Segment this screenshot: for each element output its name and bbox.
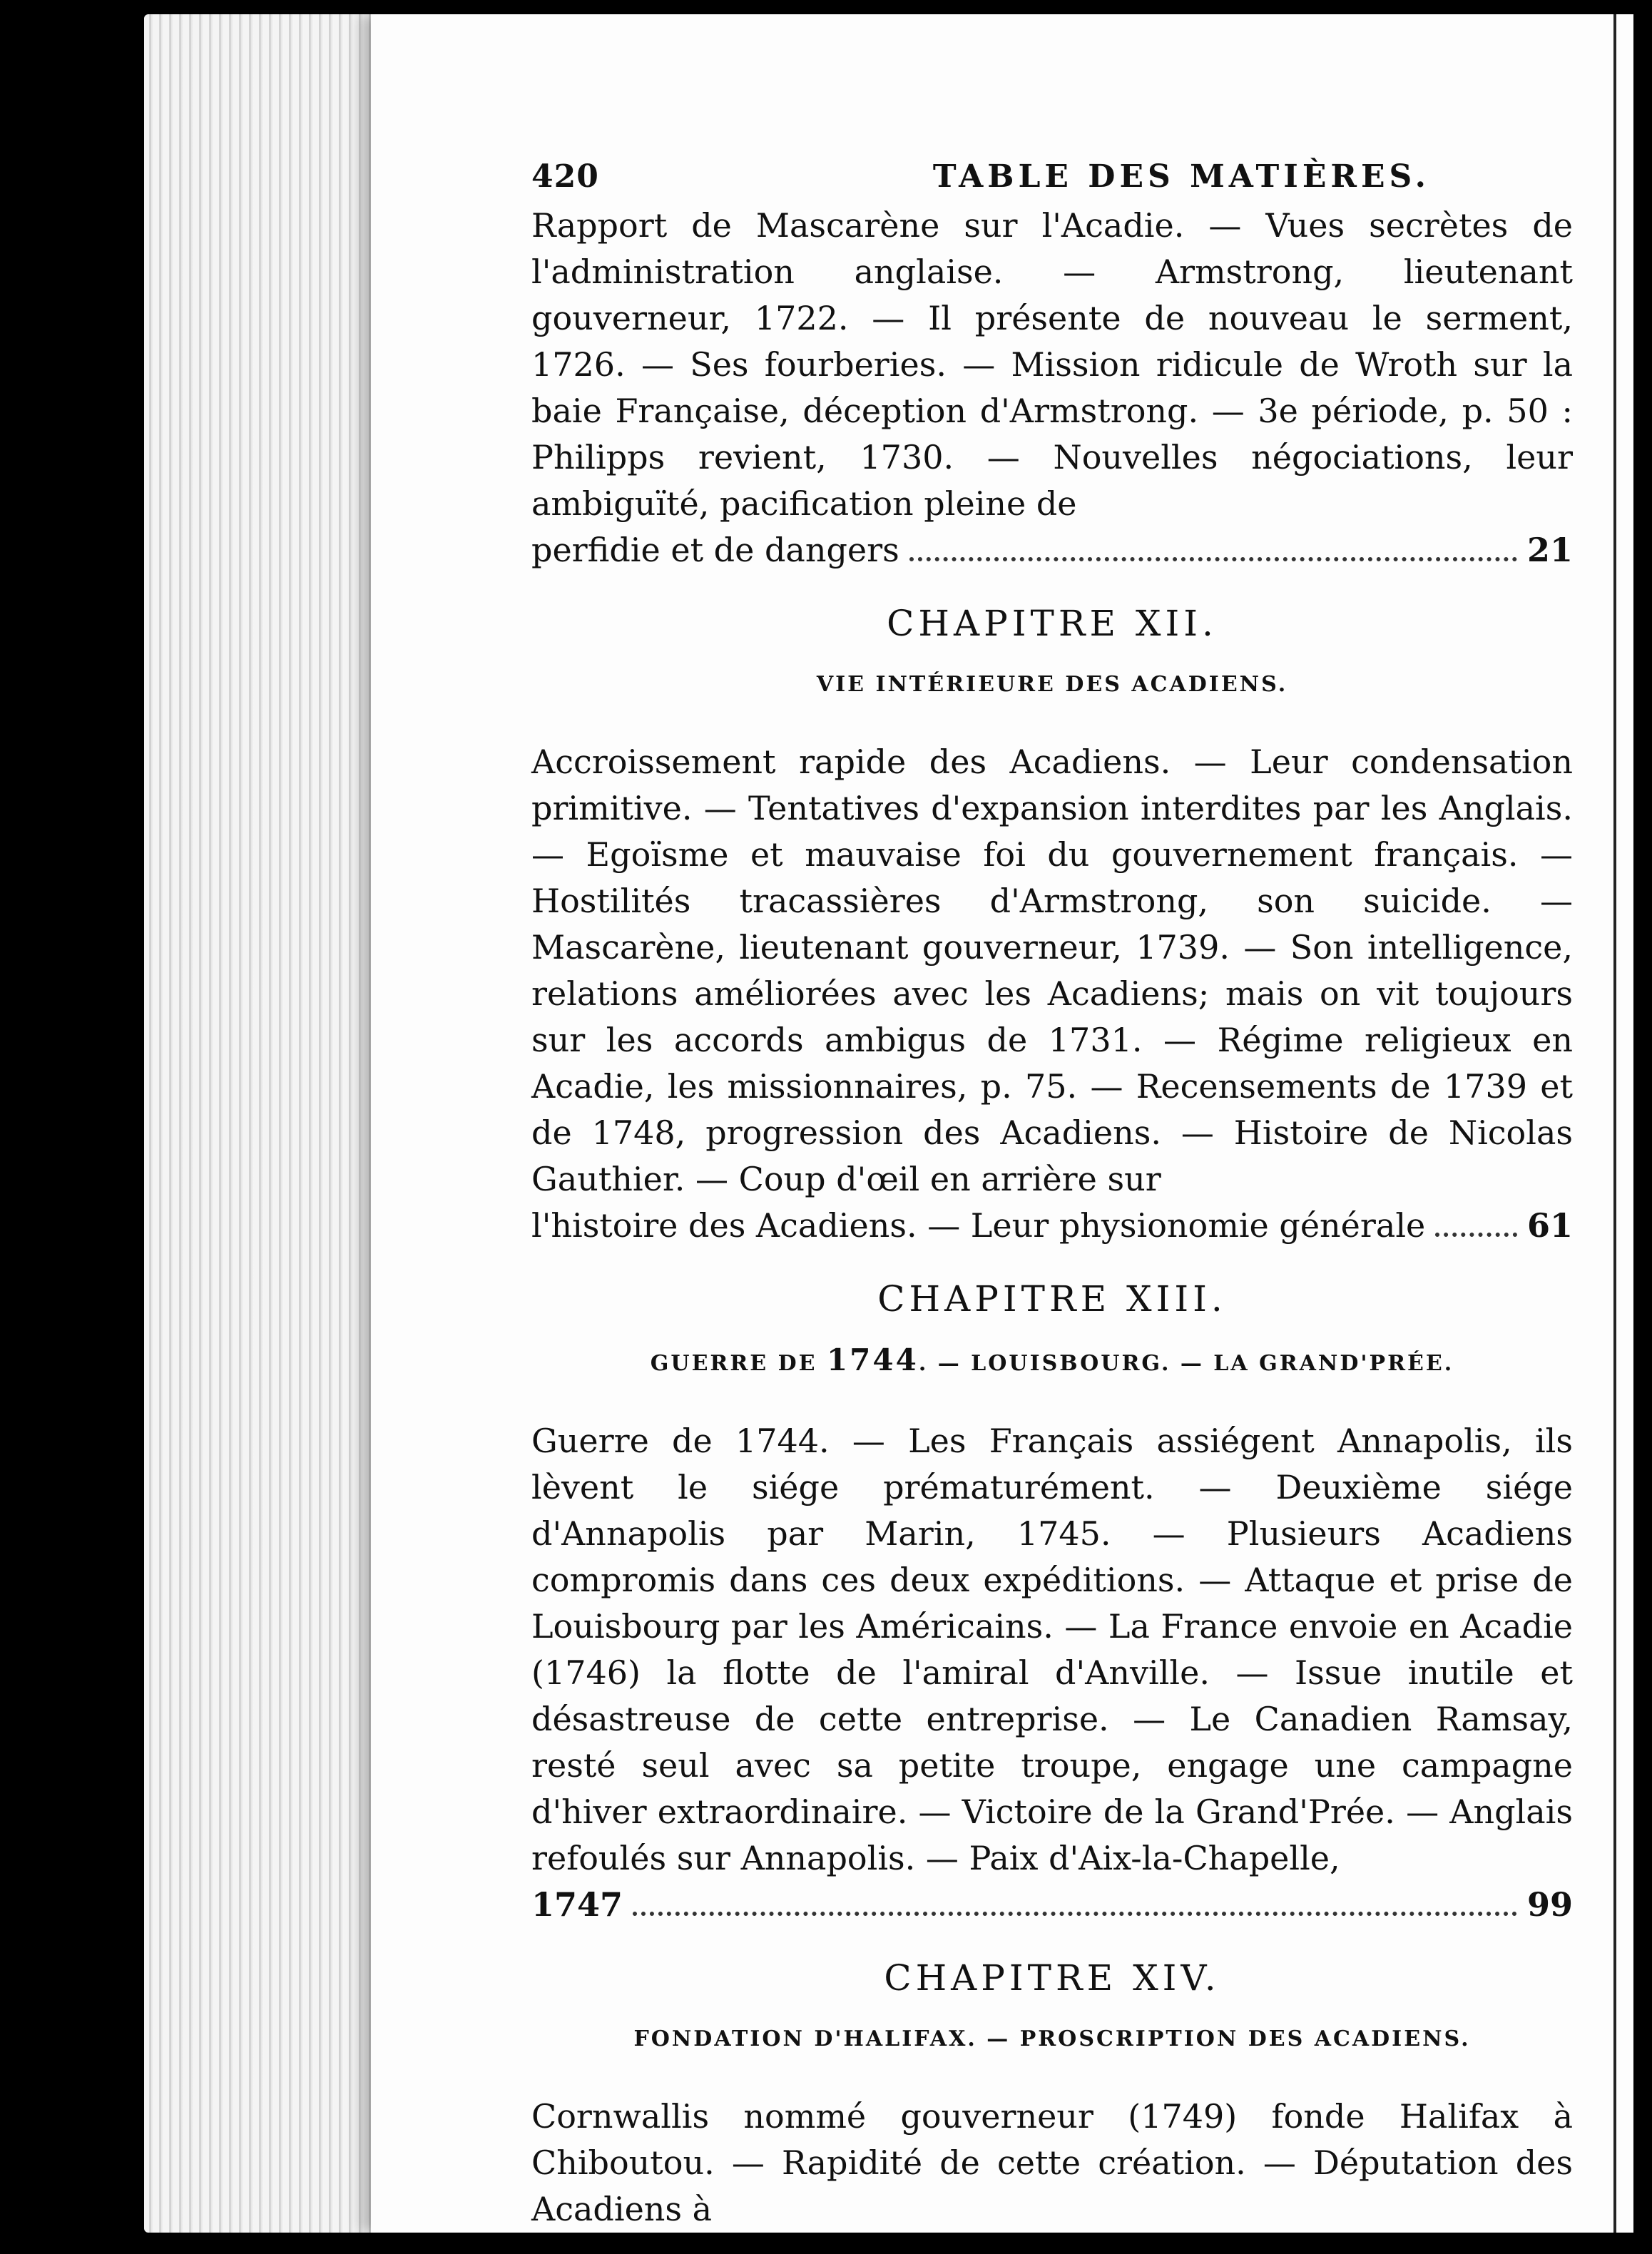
chapter-subtitle: FONDATION D'HALIFAX. — PROSCRIPTION DES ACADIENS.: [633, 2026, 1471, 2051]
page-ref: 61: [1526, 1206, 1573, 1245]
chapter-subtitle: GUERRE DE 1744. — LOUISBOURG. — LA GRAND'PRÉE.: [650, 1342, 1454, 1377]
page-content: [531, 153, 1573, 2233]
intro-entry-end: perfidie et de dangers 21: [531, 527, 1573, 573]
scan-edge-line: [1613, 14, 1616, 2233]
chapter-subtitle: VIE INTÉRIEURE DES ACADIENS.: [816, 672, 1288, 697]
dot-leader: [633, 1912, 1517, 1916]
running-head: [531, 153, 1573, 200]
chapter-heading: CHAPITRE XIV.: [884, 1957, 1220, 1999]
chapter-heading: CHAPITRE XII.: [887, 603, 1218, 644]
chapter-summary: Accroissement rapide des Acadiens. — Leur condensation primitive. — Tentatives d'expansion interdites par les Anglais. — Egoïsme et mauvaise foi du gouvernement français. — Hostilités tracassières d'Armstrong, son suicide. — Mascarène, lieutenant gouverneur, 1739. — Son intelligence, relations améliorées avec les Acadiens; mais on vit toujours sur les accords ambigus de 1731. — Régime religieux en Acadie, les missionnaires, p. 75. — Recensements de 1739 et de 1748, progression des Acadiens. — Histoire de Nicolas Gauthier. — Coup d'œil en arrière sur: [531, 743, 1573, 1198]
running-title: TABLE DES MATIÈRES.: [932, 158, 1430, 195]
dot-leader: [1435, 1233, 1517, 1237]
intro-entry: Rapport de Mascarène sur l'Acadie. — Vues secrètes de l'administration anglaise. — Armstrong, lieutenant gouverneur, 1722. — Il présente de nouveau le serment, 1726. — Ses fourberies. — Mission ridicule de Wroth sur la baie Française, déception d'Armstrong. — 3e période, p. 50 : Philipps revient, 1730. — Nouvelles négociations, leur ambiguïté, pacification pleine de: [531, 206, 1573, 523]
chapter-summary: Guerre de 1744. — Les Français assiégent Annapolis, ils lèvent le siége prématurément. — Deuxième siége d'Annapolis par Marin, 1745. — Plusieurs Acadiens compromis dans ces deux expéditions. — Attaque et prise de Louisbourg par les Américains. — La France envoie en Acadie (1746) la flotte de l'amiral d'Anville. — Issue inutile et désastreuse de cette entreprise. — Le Canadien Ramsay, resté seul avec sa petite troupe, engage une campagne d'hiver extraordinaire. — Victoire de la Grand'Prée. — Anglais refoulés sur Annapolis. — Paix d'Aix-la-Chapelle,: [531, 1422, 1573, 1877]
dot-leader: [909, 557, 1517, 561]
page-ref: 21: [1526, 531, 1573, 569]
chapter-summary-end: 1747 99: [531, 1882, 1573, 1928]
page-ref: 99: [1526, 1885, 1573, 1924]
chapter-summary: Cornwallis nommé gouverneur (1749) fonde Halifax à Chiboutou. — Rapidité de cette création. — Députation des Acadiens à: [531, 2097, 1573, 2228]
page-number: 420: [531, 158, 599, 195]
chapter-heading: CHAPITRE XIII.: [877, 1278, 1227, 1320]
chapter-summary-end: l'histoire des Acadiens. — Leur physionomie générale 61: [531, 1203, 1573, 1249]
